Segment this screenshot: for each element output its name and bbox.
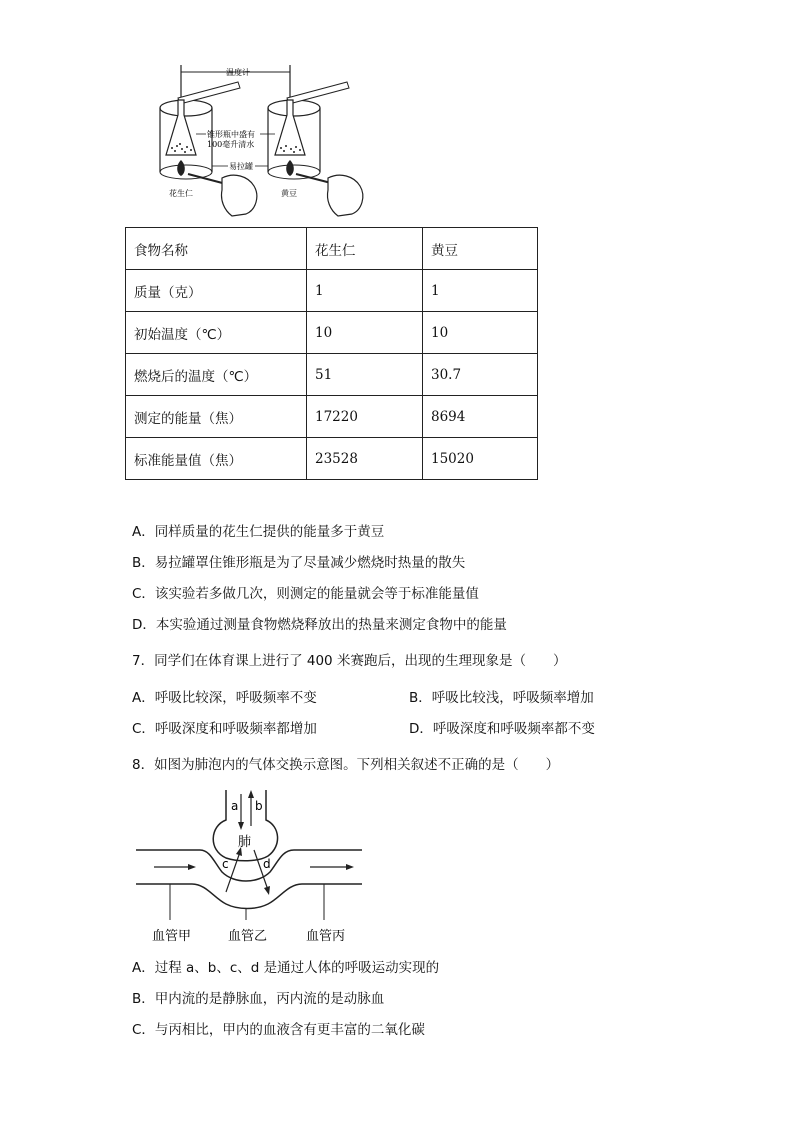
table-cell: 8694	[423, 396, 538, 438]
q7-option-a: A．呼吸比较深，呼吸频率不变	[132, 690, 317, 706]
flask-label-line1: 锥形瓶中盛有	[207, 130, 255, 139]
experiment-figure	[150, 60, 370, 222]
table-cell: 质量（克）	[126, 270, 307, 312]
alveolus-diagram	[130, 780, 370, 950]
q6-option-c: C．该实验若多做几次，则测定的能量就会等于标准能量值	[132, 586, 479, 602]
label-c: c	[222, 857, 229, 871]
table-cell: 10	[307, 312, 423, 354]
vessel-b-label: 血管乙	[228, 929, 268, 944]
q7-stem: 7．同学们在体育课上进行了 400 米赛跑后，出现的生理现象是（ ）	[132, 653, 567, 669]
energy-table	[125, 227, 538, 480]
table-cell: 15020	[423, 438, 538, 480]
table-cell: 燃烧后的温度（℃）	[126, 354, 307, 396]
label-b: b	[255, 799, 263, 813]
q8-option-c: C．与丙相比，甲内的血液含有更丰富的二氧化碳	[132, 1022, 425, 1038]
thermometer-label: 温度计	[226, 68, 250, 77]
table-header-cell: 黄豆	[423, 228, 538, 270]
table-row	[126, 312, 538, 354]
table-cell: 23528	[307, 438, 423, 480]
vessel-c-label: 血管丙	[306, 929, 346, 944]
table-row	[126, 438, 538, 480]
table-header-cell: 花生仁	[307, 228, 423, 270]
q7-option-b: B．呼吸比较浅，呼吸频率增加	[409, 690, 594, 706]
label-d: d	[263, 857, 271, 871]
q7-option-c: C．呼吸深度和呼吸频率都增加	[132, 721, 317, 737]
table-cell: 标准能量值（焦）	[126, 438, 307, 480]
table-row	[126, 396, 538, 438]
left-food-label: 花生仁	[169, 189, 193, 198]
q8-option-b: B．甲内流的是静脉血，丙内流的是动脉血	[132, 991, 385, 1007]
flask-label-line2: 100毫升清水	[207, 140, 255, 149]
q7-option-d: D．呼吸深度和呼吸频率都不变	[409, 721, 595, 737]
table-cell: 10	[423, 312, 538, 354]
table-cell: 30.7	[423, 354, 538, 396]
can-label: 易拉罐	[229, 162, 253, 171]
table-cell: 1	[423, 270, 538, 312]
vessel-a-label: 血管甲	[152, 929, 192, 944]
table-cell: 测定的能量（焦）	[126, 396, 307, 438]
q6-option-d: D．本实验通过测量食物燃烧释放出的热量来测定食物中的能量	[132, 617, 507, 633]
table-header-row	[126, 228, 538, 270]
table-row	[126, 270, 538, 312]
label-a: a	[231, 799, 239, 813]
right-food-label: 黄豆	[281, 189, 297, 198]
table-cell: 初始温度（℃）	[126, 312, 307, 354]
table-cell: 17220	[307, 396, 423, 438]
table-header-cell: 食物名称	[126, 228, 307, 270]
table-row	[126, 354, 538, 396]
table-cell: 51	[307, 354, 423, 396]
lung-label: 肺	[238, 835, 252, 850]
q8-option-a: A．过程 a、b、c、d 是通过人体的呼吸运动实现的	[132, 960, 440, 976]
q6-option-a: A．同样质量的花生仁提供的能量多于黄豆	[132, 524, 385, 540]
q8-stem: 8．如图为肺泡内的气体交换示意图。下列相关叙述不正确的是（ ）	[132, 757, 560, 773]
q6-option-b: B．易拉罐罩住锥形瓶是为了尽量减少燃烧时热量的散失	[132, 555, 466, 571]
table-cell: 1	[307, 270, 423, 312]
